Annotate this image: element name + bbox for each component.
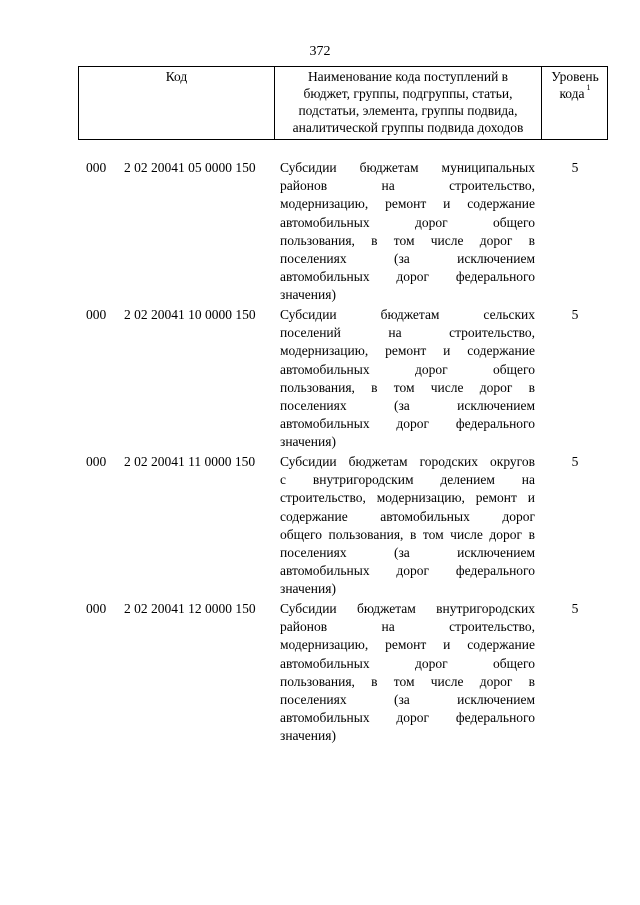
name-line: модернизацию, ремонт и содержание [280,343,535,359]
footnote-marker: 1 [586,83,591,92]
name-line: автомобильных дорог федерального [280,269,535,285]
admin-code: 000 [86,601,107,616]
name-line: модернизацию, ремонт и содержание [280,196,535,212]
name-line: значения) [280,728,336,744]
header-name-line: бюджет, группы, подгруппы, статьи, [303,86,513,101]
name-line: поселениях (за исключением [280,250,535,266]
revenue-code: 2 02 20041 10 0000 150 [124,307,256,322]
header-code [79,68,274,85]
header-level [542,68,608,102]
name-line: поселений на строительство, [280,325,535,341]
name-line: пользования, в том числе дорог в [280,673,535,689]
revenue-name [280,159,535,305]
name-line: Субсидии бюджетам сельских [280,307,535,322]
level-value: 5 [571,454,579,469]
admin-code: 000 [86,160,107,175]
name-line: поселениях (за исключением [280,691,535,707]
name-line: автомобильных дорог федерального [280,416,535,432]
header-code-label: Код [165,69,188,84]
admin-code: 000 [86,454,107,469]
name-line: автомобильных дорог общего [280,214,535,230]
name-line: пользования, в том числе дорог в [280,379,535,395]
page-number: 372 [309,44,331,59]
name-line: поселениях (за исключением [280,397,535,413]
name-line: значения) [280,434,336,450]
name-line: районов на строительство, [280,619,535,635]
table-header [78,66,608,140]
revenue-code: 2 02 20041 11 0000 150 [124,454,256,469]
header-level-line2-wrap [542,85,608,102]
name-line: содержание автомобильных дорог [280,508,535,524]
name-line: с внутригородским делением на [280,472,535,488]
name-line: автомобильных дорог федерального [280,563,535,579]
name-line: общего пользования, в том числе дорог в [280,526,535,542]
name-line: поселениях (за исключением [280,544,535,560]
level-value: 5 [571,601,579,616]
header-level-line2: кода [559,86,585,101]
name-line: значения) [280,287,336,303]
name-line: автомобильных дорог общего [280,361,535,377]
name-line: Субсидии бюджетам муниципальных [280,160,535,175]
revenue-name [280,306,535,452]
admin-code: 000 [86,307,107,322]
name-line: автомобильных дорог общего [280,655,535,671]
header-name-line: аналитической группы подвида доходов [292,120,524,135]
name-line: значения) [280,581,336,597]
revenue-code: 2 02 20041 12 0000 150 [124,601,256,616]
revenue-name [280,600,535,746]
header-name-line: подстатьи, элемента, группы подвида, [298,103,518,118]
name-line: строительство, модернизацию, ремонт и [280,490,535,506]
level-value: 5 [571,160,579,175]
name-line: Субсидии бюджетам городских округов [280,454,535,469]
level-value: 5 [571,307,579,322]
header-level-line1: Уровень [551,69,599,84]
header-name-line: Наименование кода поступлений в [307,69,509,84]
name-line: автомобильных дорог федерального [280,710,535,726]
name-line: пользования, в том числе дорог в [280,232,535,248]
name-line: Субсидии бюджетам внутригородских [280,601,535,616]
revenue-code: 2 02 20041 05 0000 150 [124,160,256,175]
header-name [275,68,541,136]
name-line: районов на строительство, [280,178,535,194]
name-line: модернизацию, ремонт и содержание [280,637,535,653]
revenue-name [280,453,535,599]
